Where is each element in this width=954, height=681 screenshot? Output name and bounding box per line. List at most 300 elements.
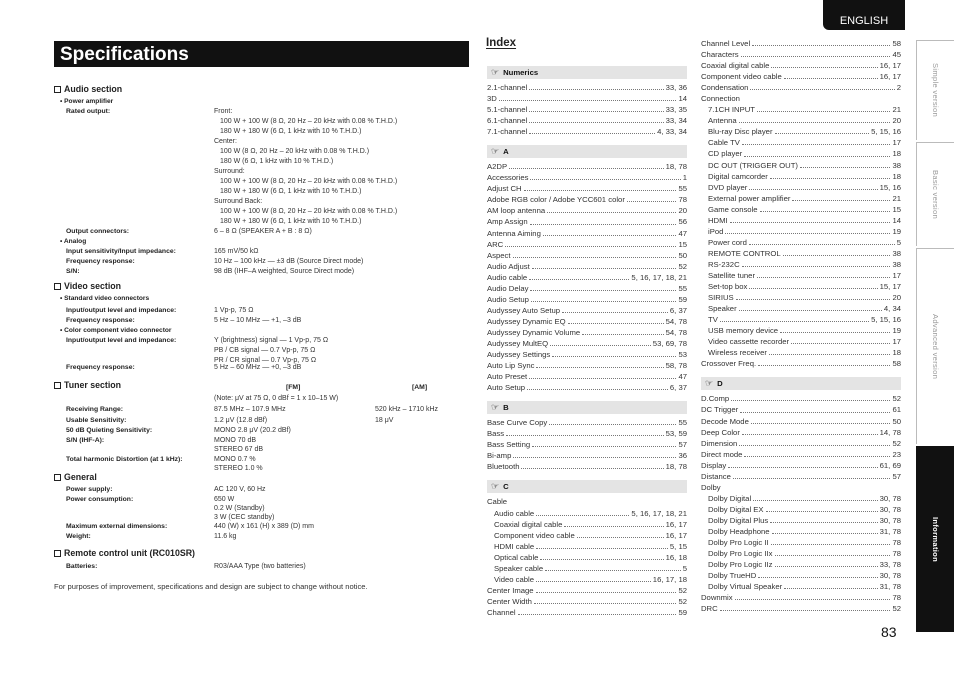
index-page-ref[interactable]: 50 (892, 416, 901, 426)
index-page-ref[interactable]: 6, 37 (669, 305, 687, 315)
index-entry[interactable] (487, 161, 687, 172)
index-page-ref[interactable]: 30, 78 (879, 571, 901, 581)
index-term: Distance (701, 471, 731, 481)
dot-leader (524, 183, 677, 191)
index-page-ref[interactable]: 47 (678, 372, 687, 382)
index-entry[interactable] (701, 126, 901, 137)
index-entry[interactable] (701, 581, 901, 592)
index-page-ref[interactable]: 61 (892, 405, 901, 415)
index-page-ref[interactable]: 57 (678, 440, 687, 450)
index-page-ref[interactable]: 17 (892, 270, 901, 280)
index-page-ref[interactable]: 38 (892, 259, 901, 269)
index-entry[interactable] (487, 205, 687, 216)
index-term: DRC (701, 604, 718, 614)
index-page-ref[interactable]: 23 (892, 449, 901, 459)
index-page-ref[interactable]: 59 (678, 607, 687, 617)
index-entry[interactable] (487, 104, 687, 115)
index-term: Bass Setting (487, 440, 531, 450)
index-page-ref[interactable]: 59 (678, 294, 687, 304)
index-term: Component video cable (494, 530, 575, 540)
index-term: Dimension (701, 438, 738, 448)
index-page-ref[interactable]: 17 (892, 337, 901, 347)
dot-leader (771, 60, 877, 68)
dot-leader (752, 38, 890, 46)
audio-section-heading: Audio section (54, 84, 122, 94)
dot-leader (736, 292, 891, 300)
index-page-ref[interactable]: 54, 78 (665, 316, 687, 326)
index-page-ref[interactable]: 58 (892, 359, 901, 369)
index-page-ref[interactable]: 17 (892, 138, 901, 148)
side-tabs (916, 40, 954, 632)
index-page-ref[interactable]: 18, 78 (665, 162, 687, 172)
index-entry[interactable] (701, 449, 901, 460)
dot-leader (739, 438, 890, 446)
index-page-ref[interactable]: 45 (892, 50, 901, 60)
index-page-ref[interactable]: 55 (678, 283, 687, 293)
dot-leader (531, 294, 677, 302)
index-term: DC Trigger (701, 405, 739, 415)
index-term: RS-232C (708, 259, 740, 269)
index-entry[interactable] (487, 338, 687, 349)
index-entry[interactable] (487, 596, 687, 607)
rated-output-line: 100 W + 100 W (8 Ω, 20 Hz – 20 kHz with 0.08 % T.H.D.) (220, 178, 398, 185)
index-entry[interactable] (701, 515, 901, 526)
index-letter: B (503, 403, 509, 413)
index-page-ref[interactable]: 52 (892, 438, 901, 448)
index-page-ref[interactable]: 16, 17 (879, 72, 901, 82)
quieting-sensitivity-fm: MONO 2.8 μV (20.2 dBf) (214, 427, 291, 434)
index-page-ref[interactable]: 36 (678, 451, 687, 461)
dot-leader (547, 205, 676, 213)
index-page-ref[interactable]: 33, 78 (879, 560, 901, 570)
index-entry[interactable] (487, 574, 687, 585)
receiving-range-label: Receiving Range: (66, 406, 124, 413)
power-consumption-line: 0.2 W (Standby) (214, 505, 265, 512)
pointing-hand-icon: ☞ (491, 402, 500, 413)
index-entry[interactable] (487, 382, 687, 393)
index-entry[interactable] (701, 270, 901, 281)
tab-simple-version[interactable]: Simple version (916, 40, 954, 140)
dot-leader (772, 526, 878, 534)
index-page-ref[interactable]: 5 (682, 563, 687, 573)
index-page-ref[interactable]: 50 (678, 250, 687, 260)
index-term: Audio Adjust (487, 261, 530, 271)
index-page-ref[interactable]: 33, 36 (665, 83, 687, 92)
index-page-ref[interactable]: 31, 78 (879, 526, 901, 536)
dot-leader (530, 216, 677, 224)
dot-leader (744, 449, 890, 457)
dot-leader (775, 548, 891, 556)
tuner-sn-label: S/N (IHF-A): (66, 437, 105, 444)
index-entry[interactable] (701, 438, 901, 449)
index-term: Antenna (708, 116, 737, 126)
index-page-ref[interactable]: 54, 78 (665, 327, 687, 337)
tuner-note: (Note: μV at 75 Ω, 0 dBf = 1 x 10–15 W) (214, 395, 339, 402)
dot-leader (757, 104, 890, 112)
index-entry[interactable] (701, 526, 901, 537)
video-level-value: 1 Vp-p, 75 Ω (214, 307, 254, 314)
index-page-ref[interactable]: 18, 78 (665, 462, 687, 472)
dot-leader (758, 570, 877, 578)
index-term: Speaker cable (494, 563, 544, 573)
index-page-ref[interactable]: 58 (892, 39, 901, 48)
index-entry[interactable] (487, 194, 687, 205)
dot-leader (534, 596, 677, 604)
index-page-ref[interactable]: 21 (892, 105, 901, 115)
index-page-ref[interactable]: 56 (678, 217, 687, 227)
index-entry[interactable] (487, 607, 687, 618)
index-entry[interactable] (701, 504, 901, 515)
index-page-ref[interactable]: 30, 78 (879, 504, 901, 514)
dot-leader (536, 585, 677, 593)
index-page-ref[interactable]: 19 (892, 226, 901, 236)
index-entry[interactable] (487, 183, 687, 194)
index-page-ref[interactable]: 15 (892, 204, 901, 214)
index-page-ref[interactable]: 2 (896, 83, 901, 93)
index-entry[interactable] (701, 570, 901, 581)
index-term: ARC (487, 239, 504, 249)
index-entry[interactable] (487, 239, 687, 250)
index-entry[interactable] (487, 428, 687, 439)
index-entry[interactable] (701, 404, 901, 415)
index-page-ref[interactable]: 20 (678, 206, 687, 216)
index-page-ref[interactable]: 53 (678, 350, 687, 360)
index-page-ref[interactable]: 78 (892, 549, 901, 559)
dot-leader (527, 382, 668, 390)
checkbox-square-icon (54, 283, 61, 290)
index-term: Coaxial digital cable (701, 61, 770, 71)
dot-leader (506, 428, 664, 436)
index-entry[interactable] (701, 248, 901, 259)
dot-leader (720, 603, 891, 611)
dot-leader (758, 358, 890, 366)
index-page-ref[interactable]: 16, 18 (665, 552, 687, 562)
index-page-ref[interactable]: 52 (678, 596, 687, 606)
index-term: DVD player (708, 182, 748, 192)
index-term: Dolby Virtual Speaker (708, 582, 783, 592)
dot-leader (627, 194, 677, 202)
index-entry[interactable] (701, 427, 901, 438)
index-term: Amp Assign (487, 217, 528, 227)
index-page-ref[interactable]: 15 (678, 239, 687, 249)
index-page-ref[interactable]: 52 (678, 261, 687, 271)
index-term: Audyssey Auto Setup (487, 305, 561, 315)
index-entry[interactable] (701, 548, 901, 559)
index-page-ref[interactable]: 38 (892, 248, 901, 258)
index-entry[interactable] (487, 461, 687, 472)
dot-leader (733, 471, 891, 479)
index-page-ref[interactable]: 47 (678, 228, 687, 238)
index-entry[interactable] (487, 272, 687, 283)
index-entry[interactable] (701, 71, 901, 82)
index-entry[interactable] (701, 471, 901, 482)
frequency-response-value: 10 Hz – 100 kHz — ±3 dB (Source Direct mode) (214, 258, 364, 265)
index-letter-heading (701, 377, 901, 390)
index-entry[interactable] (701, 393, 901, 404)
index-term: 5.1-channel (487, 105, 528, 115)
index-page-ref[interactable]: 55 (678, 184, 687, 194)
dot-leader (513, 250, 677, 258)
index-group-heading: Cable (487, 497, 508, 507)
dot-leader (730, 215, 891, 223)
index-page-ref[interactable]: 20 (892, 293, 901, 303)
index-entry[interactable] (487, 82, 687, 93)
dot-leader (564, 519, 663, 527)
input-sensitivity-value: 165 mV/50 kΩ (214, 248, 259, 255)
dot-leader (740, 404, 890, 412)
index-page-ref[interactable]: 31, 78 (879, 582, 901, 592)
index-page-ref[interactable]: 5, 16, 17, 18, 21 (631, 508, 687, 518)
index-page-ref[interactable]: 30, 78 (879, 493, 901, 503)
language-tab[interactable] (823, 0, 905, 30)
index-entry[interactable] (487, 115, 687, 126)
index-page-ref[interactable]: 5, 15 (669, 541, 687, 551)
index-entry[interactable] (487, 283, 687, 294)
tab-information[interactable]: Information (916, 446, 954, 632)
dot-leader (775, 126, 870, 134)
index-entry[interactable] (701, 336, 901, 347)
dot-leader (536, 574, 651, 582)
dot-leader (741, 49, 891, 57)
index-entry[interactable] (701, 292, 901, 303)
index-term: Optical cable (494, 552, 539, 562)
index-page-ref[interactable]: 78 (892, 593, 901, 603)
dot-leader (784, 71, 878, 79)
dot-leader (720, 314, 869, 322)
index-page-ref[interactable]: 52 (892, 604, 901, 614)
dot-leader (735, 592, 891, 600)
dot-leader (739, 303, 882, 311)
index-page-ref[interactable]: 1 (682, 173, 687, 183)
index-entry[interactable] (701, 115, 901, 126)
index-entry[interactable] (487, 327, 687, 338)
index-entry[interactable] (487, 360, 687, 371)
index-gap (487, 472, 687, 478)
index-page-ref[interactable]: 78 (678, 195, 687, 205)
index-page-ref[interactable]: 18 (892, 171, 901, 181)
index-entry[interactable] (487, 93, 687, 104)
index-term: Characters (701, 50, 739, 60)
index-page-ref[interactable]: 53, 69, 78 (652, 338, 687, 348)
index-group-heading: Dolby (701, 482, 721, 492)
index-entry[interactable] (487, 530, 687, 541)
index-page-ref[interactable]: 78 (892, 538, 901, 548)
index-page-ref[interactable]: 15, 16 (879, 182, 901, 192)
index-entry[interactable] (701, 460, 901, 471)
index-page-ref[interactable]: 52 (892, 394, 901, 404)
index-entry[interactable] (487, 519, 687, 530)
video-level-label: Input/output level and impedance: (66, 307, 177, 314)
index-entry[interactable] (701, 104, 901, 115)
index-page-ref[interactable]: 20 (892, 116, 901, 126)
index-term: Adobe RGB color / Adobe YCC601 color (487, 195, 625, 205)
index-entry[interactable] (487, 305, 687, 316)
index-term: Video cassette recorder (708, 337, 790, 347)
index-page-ref[interactable]: 5, 16, 17, 18, 21 (631, 272, 687, 282)
index-entry[interactable] (487, 126, 687, 137)
tuner-sn-fm-mono: MONO 70 dB (214, 437, 257, 444)
index-entry[interactable] (701, 148, 901, 159)
index-entry[interactable] (701, 314, 901, 325)
dot-leader (769, 347, 890, 355)
power-supply-value: AC 120 V, 60 Hz (214, 486, 266, 493)
index-entry[interactable] (701, 137, 901, 148)
index-page-ref[interactable]: 5 (896, 237, 901, 247)
index-entry[interactable] (701, 537, 901, 548)
index-entry[interactable] (487, 371, 687, 382)
index-entry[interactable] (701, 182, 901, 193)
index-term: External power amplifier (708, 193, 791, 203)
index-page-ref[interactable]: 16, 17 (665, 519, 687, 529)
index-entry[interactable] (487, 172, 687, 183)
frequency-response-label: Frequency response: (66, 258, 135, 265)
index-entry[interactable] (487, 585, 687, 596)
index-page-ref[interactable]: 4, 33, 34 (657, 127, 687, 137)
index-page-ref[interactable]: 58, 78 (665, 361, 687, 371)
index-entry[interactable] (701, 303, 901, 314)
index-page-ref[interactable]: 5, 15, 16 (871, 127, 901, 137)
index-entry[interactable] (701, 160, 901, 171)
index-entry[interactable] (487, 294, 687, 305)
index-entry[interactable] (487, 316, 687, 327)
index-term: Audio Delay (487, 283, 529, 293)
dot-leader (784, 581, 877, 589)
index-term: HDMI (708, 215, 728, 225)
dot-leader (518, 607, 677, 615)
index-entry[interactable] (701, 82, 901, 93)
index-term: Wireless receiver (708, 348, 767, 358)
index-entry[interactable] (487, 439, 687, 450)
index-term: Satellite tuner (708, 270, 756, 280)
index-entry[interactable] (487, 563, 687, 574)
dot-leader (521, 461, 663, 469)
index-page-ref[interactable]: 33, 35 (665, 105, 687, 115)
index-page-ref[interactable]: 21 (892, 193, 901, 203)
index-term: Dolby TrueHD (708, 571, 757, 581)
index-entry[interactable] (487, 349, 687, 360)
index-entry[interactable] (487, 261, 687, 272)
index-entry[interactable] (701, 416, 901, 427)
index-term: Antenna Aiming (487, 228, 541, 238)
index-page-ref[interactable]: 5, 15, 16 (871, 315, 901, 325)
index-term: Center Image (487, 585, 534, 595)
index-entry[interactable] (487, 541, 687, 552)
language-label: ENGLISH (839, 15, 889, 27)
index-entry[interactable] (487, 450, 687, 461)
dot-leader (791, 336, 890, 344)
index-page-ref[interactable]: 57 (892, 471, 901, 481)
index-entry[interactable] (701, 259, 901, 270)
dot-leader (545, 563, 681, 571)
index-page-ref[interactable]: 18 (892, 348, 901, 358)
index-page-ref[interactable]: 16, 17 (879, 61, 901, 71)
index-entry[interactable] (701, 49, 901, 60)
index-entry[interactable] (701, 38, 901, 49)
index-page-ref[interactable]: 18 (892, 149, 901, 159)
rated-output-line: 100 W + 100 W (8 Ω, 20 Hz – 20 kHz with 0.08 % T.H.D.) (220, 118, 398, 125)
index-page-ref[interactable]: 55 (678, 418, 687, 428)
index-entry[interactable] (701, 171, 901, 182)
index-entry[interactable] (701, 226, 901, 237)
batteries-value: R03/AAA Type (two batteries) (214, 563, 306, 570)
dot-leader (529, 104, 663, 112)
index-page-ref[interactable]: 52 (678, 585, 687, 595)
dot-leader (532, 261, 677, 269)
dimensions-label: Maximum external dimensions: (66, 523, 168, 530)
index-term: A2DP (487, 162, 508, 172)
index-page-ref[interactable]: 14 (892, 215, 901, 225)
index-page-ref[interactable]: 4, 34 (883, 304, 901, 314)
index-entry[interactable] (487, 250, 687, 261)
dot-leader (783, 248, 891, 256)
index-page-ref[interactable]: 16, 17, 18 (652, 574, 687, 584)
index-page-ref[interactable]: 16, 17 (665, 530, 687, 540)
tab-advanced-version[interactable]: Advanced version (916, 248, 954, 444)
index-page-ref[interactable]: 30, 78 (879, 515, 901, 525)
index-page-ref[interactable]: 61, 69 (879, 460, 901, 470)
index-entry[interactable] (701, 358, 901, 369)
index-term: Dolby Digital Plus (708, 515, 769, 525)
index-page-ref[interactable]: 6, 37 (669, 383, 687, 393)
index-term: Video cable (494, 574, 535, 584)
index-entry[interactable] (701, 281, 901, 292)
rated-output-line: Center: (214, 138, 237, 145)
index-entry[interactable] (487, 417, 687, 428)
index-entry[interactable] (487, 552, 687, 563)
index-entry[interactable] (701, 215, 901, 226)
rated-output-line: 180 W + 180 W (6 Ω, 1 kHz with 10 % T.H.D.) (220, 218, 362, 225)
index-page-ref[interactable]: 14 (678, 94, 687, 104)
index-entry[interactable] (701, 193, 901, 204)
index-page-ref[interactable]: 14, 78 (879, 427, 901, 437)
index-page-ref[interactable]: 38 (892, 160, 901, 170)
index-entry[interactable] (701, 237, 901, 248)
index-term: Audyssey Dynamic Volume (487, 327, 581, 337)
rated-output-label: Rated output: (66, 108, 111, 115)
index-entry[interactable] (487, 216, 687, 227)
tab-basic-version[interactable]: Basic version (916, 142, 954, 246)
weight-value: 11.6 kg (214, 533, 237, 540)
index-entry[interactable] (701, 603, 901, 614)
index-page-ref[interactable]: 15, 17 (879, 282, 901, 292)
index-entry[interactable] (701, 204, 901, 215)
index-term: Downmix (701, 593, 733, 603)
index-term: Auto Setup (487, 383, 526, 393)
dot-leader (742, 259, 891, 267)
tuner-section-heading: Tuner section (54, 380, 121, 390)
index-entry[interactable] (701, 60, 901, 71)
index-page-ref[interactable]: 53, 59 (665, 429, 687, 439)
index-entry[interactable] (487, 228, 687, 239)
rated-output-line: 180 W (6 Ω, 1 kHz with 10 % T.H.D.) (220, 158, 334, 165)
index-page-ref[interactable]: 19 (892, 326, 901, 336)
index-term: Dolby Pro Logic II (708, 538, 769, 548)
input-sensitivity-label: Input sensitivity/Input impedance: (66, 248, 176, 255)
index-entry[interactable] (701, 493, 901, 504)
index-entry[interactable] (487, 508, 687, 519)
index-term: 6.1-channel (487, 116, 528, 126)
dot-leader (549, 417, 676, 425)
index-entry[interactable] (701, 592, 901, 603)
index-page-ref[interactable]: 33, 34 (665, 116, 687, 126)
index-entry[interactable] (701, 559, 901, 570)
dot-leader (577, 530, 664, 538)
rated-output-line: 100 W + 100 W (8 Ω, 20 Hz – 20 kHz with 0.08 % T.H.D.) (220, 208, 398, 215)
pointing-hand-icon: ☞ (491, 66, 500, 77)
index-entry[interactable] (701, 325, 901, 336)
index-term: Dolby Digital EX (708, 504, 764, 514)
index-entry[interactable] (701, 347, 901, 358)
